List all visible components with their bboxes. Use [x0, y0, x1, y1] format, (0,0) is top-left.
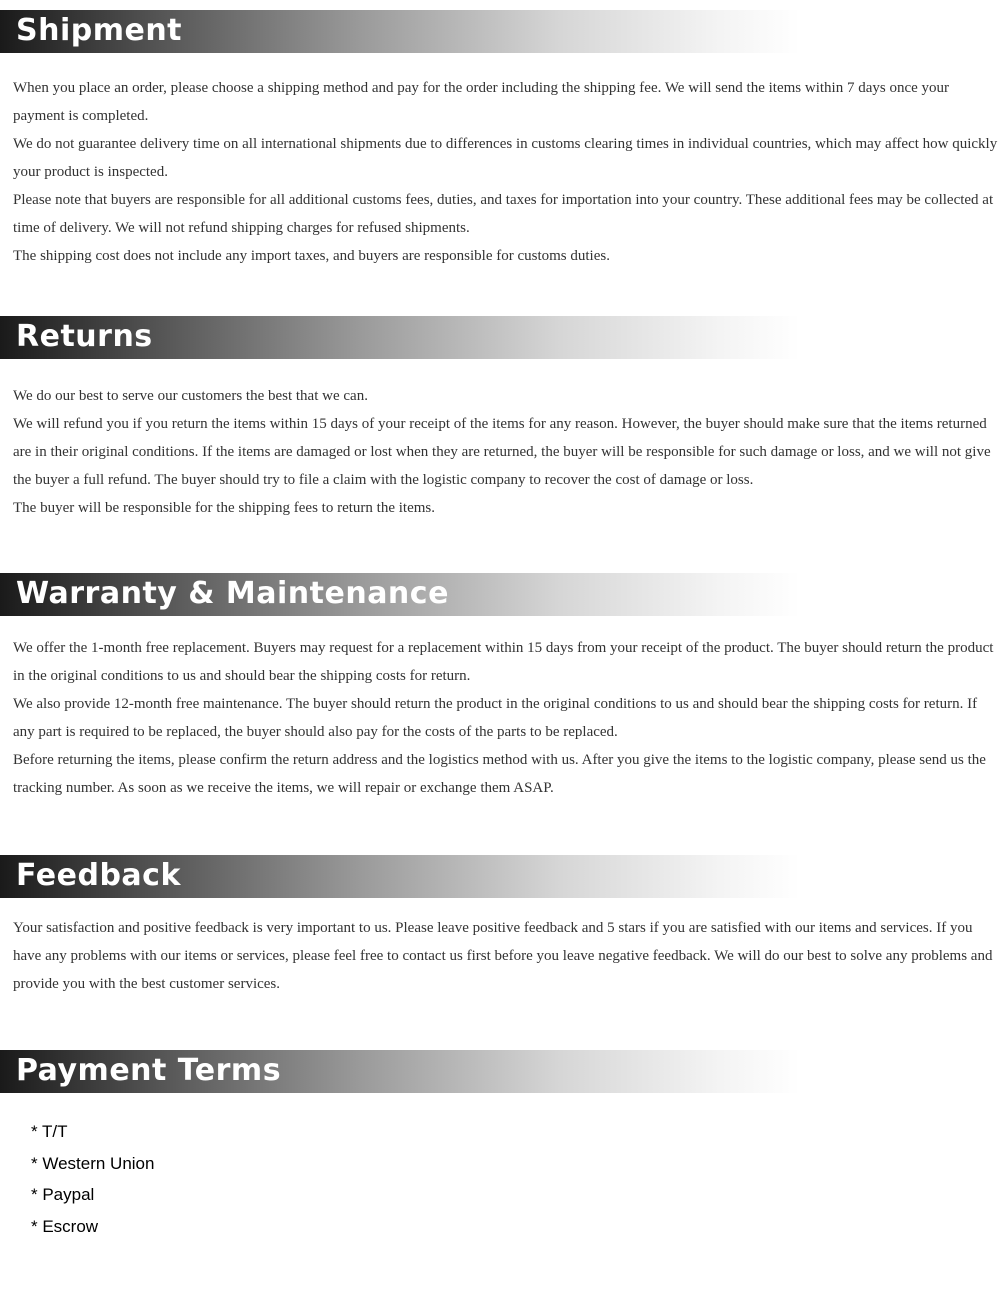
- feedback-paragraph: Your satisfaction and positive feedback is very important to us. Please leave positive feedback and 5 stars if you are satisfied with our items and services. If you have any problems with our items or services, please feel free to contact us first before you leave negative feedback. We will do our best to solve any problems and provide you with the best customer services.: [13, 920, 993, 992]
- warranty-paragraph: Before returning the items, please confirm the return address and the logistics method with us. After you give the items to the logistic company, please send us the tracking number. As soon as we receive the items, we will repair or exchange them ASAP.: [13, 752, 986, 796]
- payment-terms-title: Payment Terms: [16, 1053, 282, 1088]
- returns-body: [13, 382, 999, 522]
- feedback-body: [13, 914, 999, 998]
- returns-paragraph: The buyer will be responsible for the shipping fees to return the items.: [13, 500, 435, 516]
- warranty-body: [13, 634, 999, 802]
- returns-paragraph: We do our best to serve our customers the best that we can.: [13, 388, 368, 404]
- shipment-paragraph: Please note that buyers are responsible for all additional customs fees, duties, and taxes for importation into your country. These additional fees may be collected at time of delivery. We will not refund shipping charges for refused shipments.: [13, 192, 994, 236]
- warranty-title: Warranty & Maintenance: [16, 576, 449, 611]
- warranty-paragraph: We offer the 1-month free replacement. Buyers may request for a replacement within 15 days from your receipt of the product. The buyer should return the product in the original conditions to us and should bear the shipping costs for return.: [13, 640, 994, 684]
- shipment-body: [13, 74, 999, 270]
- shipment-paragraph: We do not guarantee delivery time on all international shipments due to differences in customs clearing times in individual countries, which may affect how quickly your product is inspected.: [13, 136, 998, 180]
- returns-paragraph: We will refund you if you return the items within 15 days of your receipt of the items for any reason. However, the buyer should make sure that the items returned are in their original conditions. If the items are damaged or lost when they are returned, the buyer will be responsible for such damage or loss, and we will not give the buyer a full refund. The buyer should try to file a claim with the logistic company to recover the cost of damage or loss.: [13, 416, 991, 488]
- returns-header: [0, 316, 800, 359]
- shipment-title: Shipment: [16, 13, 183, 48]
- payment-method-item: * Paypal: [31, 1179, 154, 1211]
- payment-methods-list: [31, 1116, 154, 1243]
- feedback-header: [0, 855, 800, 898]
- feedback-title: Feedback: [16, 858, 181, 893]
- payment-terms-header: [0, 1050, 800, 1093]
- shipment-paragraph: The shipping cost does not include any import taxes, and buyers are responsible for customs duties.: [13, 248, 610, 264]
- warranty-header: [0, 573, 800, 616]
- payment-method-item: * T/T: [31, 1116, 154, 1148]
- returns-title: Returns: [16, 319, 153, 354]
- payment-method-item: * Escrow: [31, 1211, 154, 1243]
- payment-method-item: * Western Union: [31, 1148, 154, 1180]
- warranty-paragraph: We also provide 12-month free maintenance. The buyer should return the product in the original conditions to us and should bear the shipping costs for return. If any part is required to be replaced, the buyer should also pay for the costs of the parts to be replaced.: [13, 696, 978, 740]
- shipment-paragraph: When you place an order, please choose a shipping method and pay for the order including the shipping fee. We will send the items within 7 days once your payment is completed.: [13, 80, 949, 124]
- shipment-header: [0, 10, 800, 53]
